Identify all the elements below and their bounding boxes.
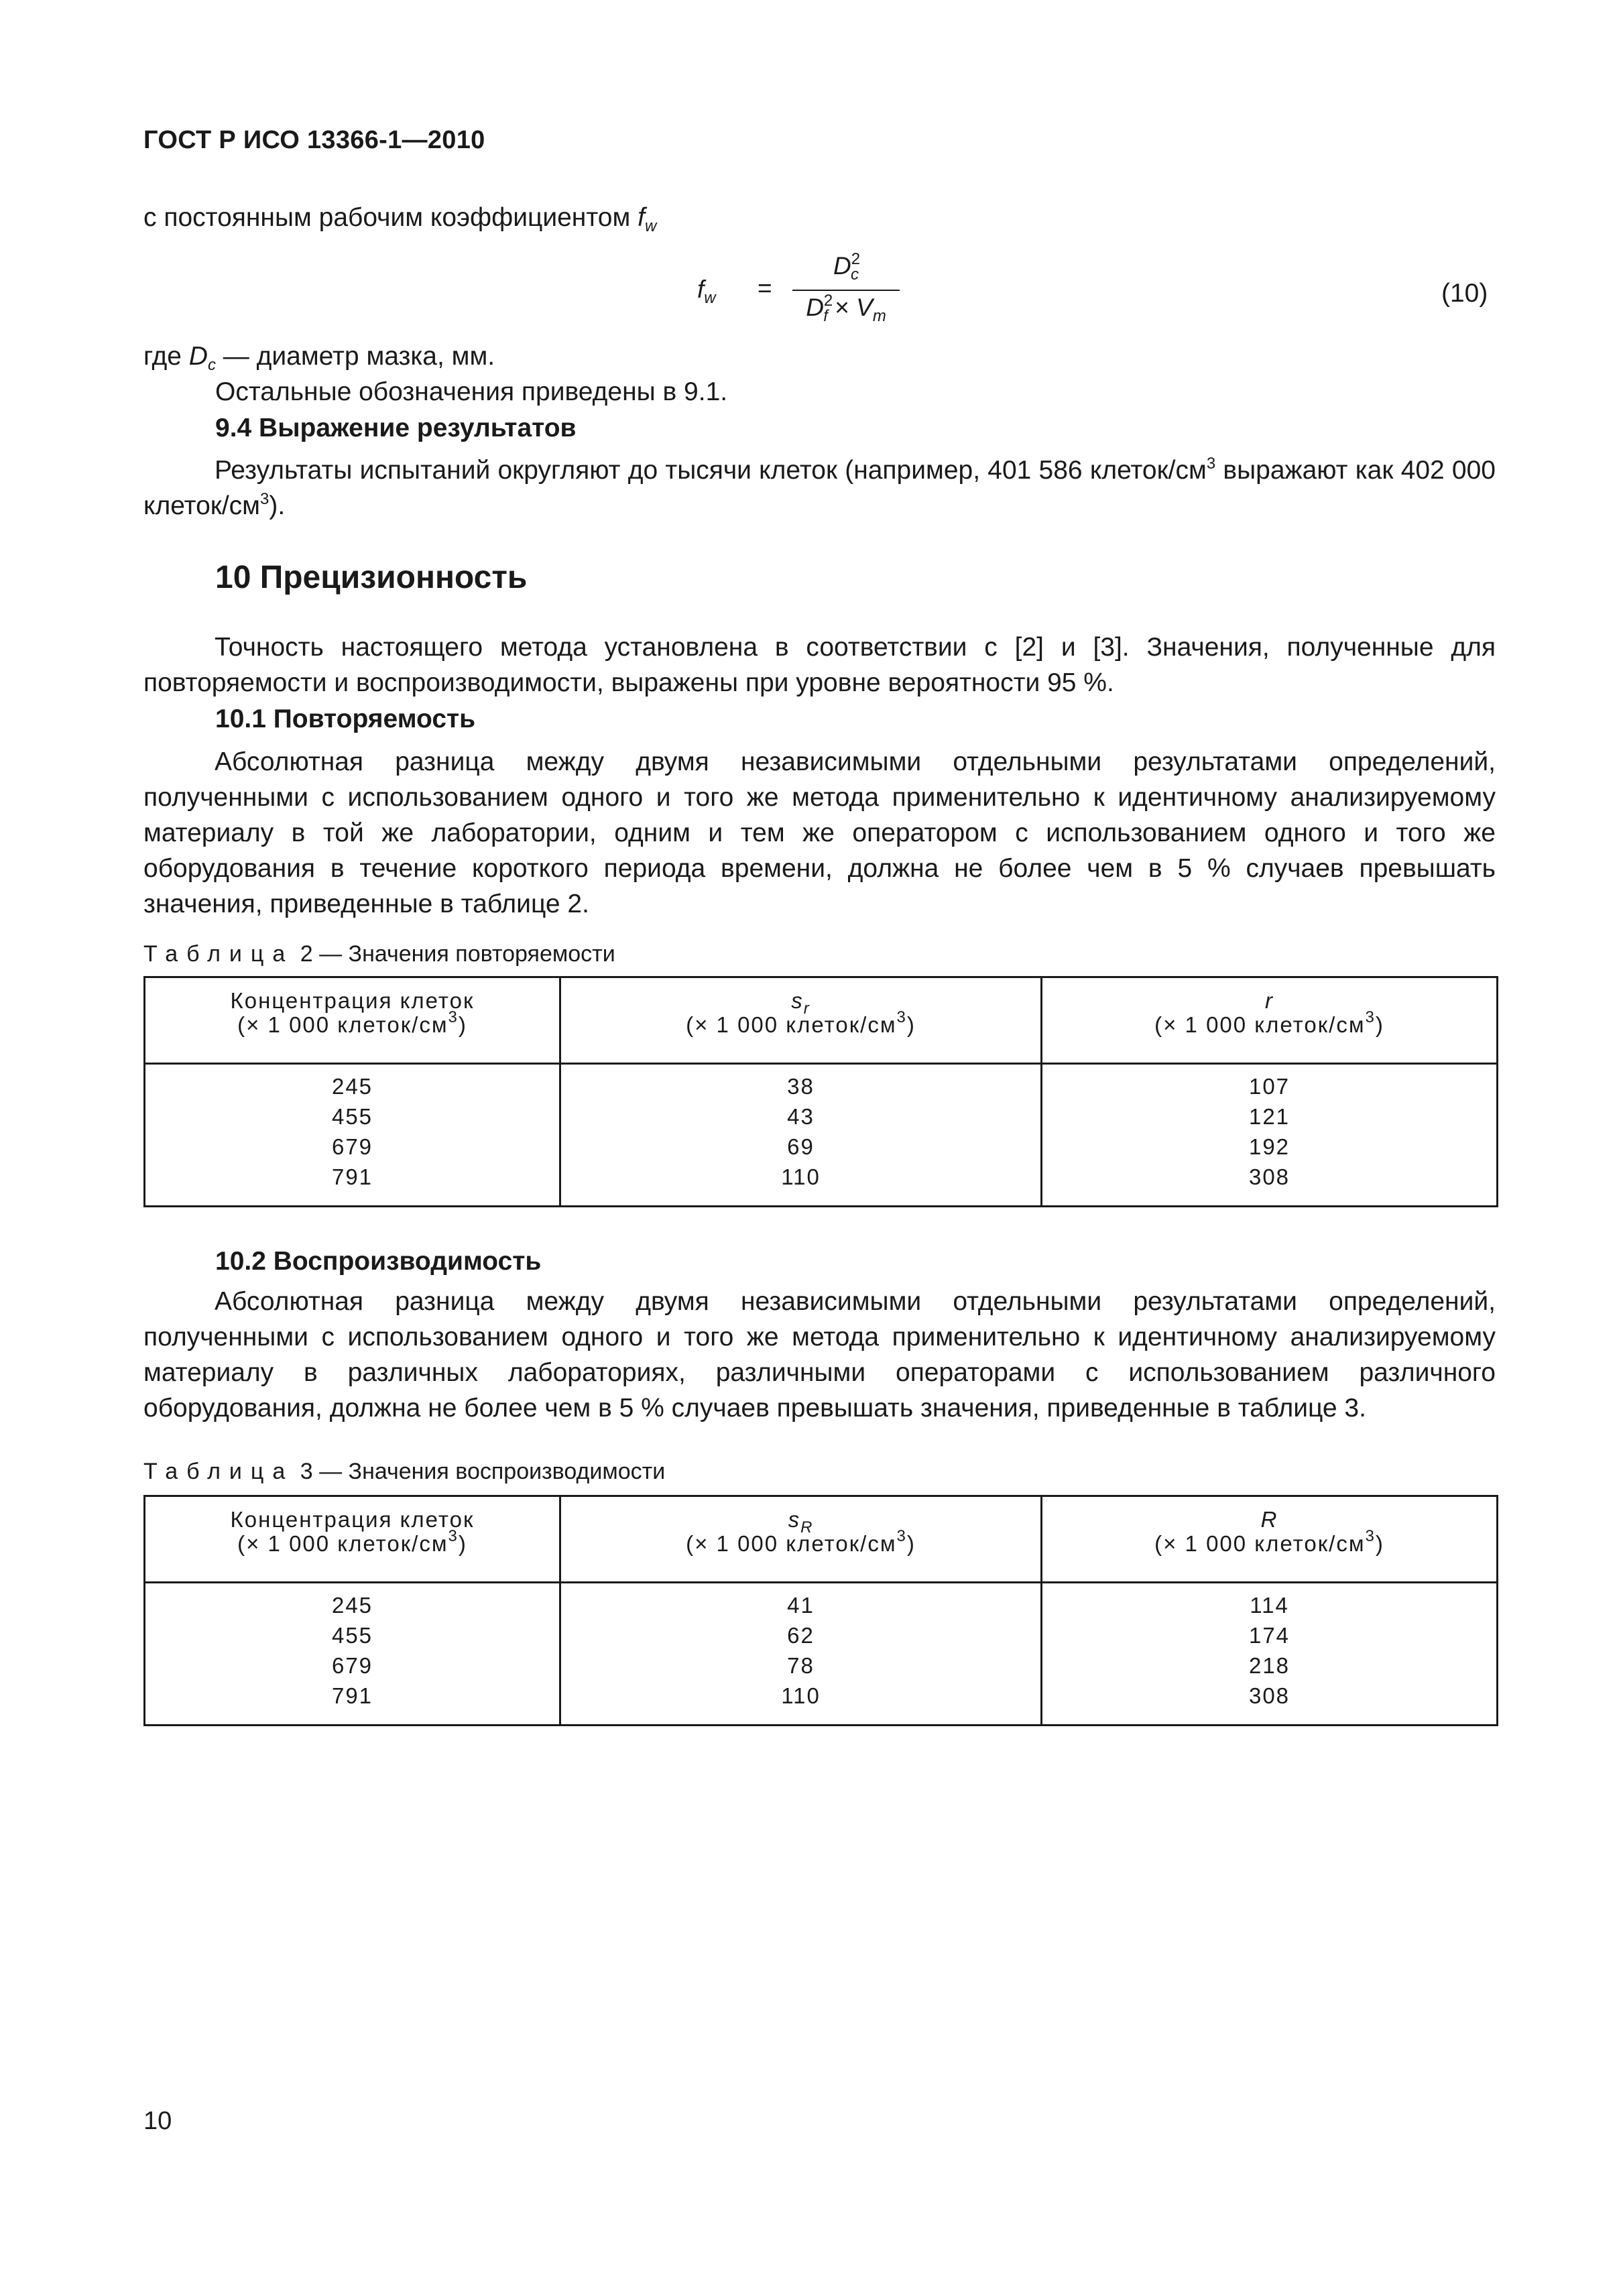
heading-10-1: 10.1 Повторяемость [215, 705, 476, 733]
where-line: где $D_c$ — диаметр мазка, мм. [143, 342, 495, 374]
table-header-row [145, 1496, 1498, 1583]
formula-numerator: $D^2_c$ [833, 250, 861, 284]
table-cell: 121 [1042, 1101, 1498, 1132]
table-row [145, 1583, 1498, 1621]
table-header-cell: Концентрация клеток (× 1 000 клеток/$см^3$) [145, 977, 560, 1064]
table-cell: 62 [560, 1620, 1042, 1650]
table-cell: 110 [560, 1162, 1042, 1207]
page-number: 10 [143, 2107, 172, 2135]
table-header-cell: Концентрация клеток (× 1 000 клеток/$см^3$) [145, 1496, 560, 1583]
table-cell: 455 [145, 1101, 560, 1132]
intro-symbol: f [638, 203, 645, 232]
table-3-caption: Таблица 3 — Значения воспроизводимости [143, 1459, 666, 1484]
heading-10-2: 10.2 Воспроизводимость [215, 1247, 542, 1276]
table-cell: 455 [145, 1620, 560, 1650]
paragraph-10-1: Абсолютная разница между двумя независимыми отдельными результатами определений, полученными с использованием одного и того же метода применительно к идентичному анализируемому материалу в той же лаборатории, одним и тем же оператором с использованием одного и того же оборудования в течение короткого периода времени, должна не более чем в 5 % случаев превышать значения, приведенные в таблице 2. [143, 747, 1496, 918]
table-header-cell: R (× 1 000 клеток/$см^3$) [1042, 1496, 1498, 1583]
paragraph-9-4: Результаты испытаний округляют до тысячи клеток (например, 401 586 клеток/$см^3$ выражают как 402 000 клеток/$см^3$). [143, 455, 1496, 520]
formula-lhs: $f_w$ [697, 276, 716, 307]
heading-9-4: 9.4 Выражение результатов [215, 414, 577, 442]
table-cell: 78 [560, 1650, 1042, 1681]
heading-10: 10 Прецизионность [215, 560, 528, 595]
table-row [145, 1101, 1498, 1132]
paragraph-10: Точность настоящего метода установлена в соответствии с [2] и [3]. Значения, полученные для повторяемости и воспроизводимости, выражены при уровне вероятности 95 %. [143, 633, 1496, 697]
table-cell: 791 [145, 1681, 560, 1726]
formula-10 [697, 252, 912, 326]
table-2 [143, 976, 1498, 1207]
table-cell: 679 [145, 1650, 560, 1681]
paragraph-10-2: Абсолютная разница между двумя независимыми отдельными результатами определений, полученными с использованием одного и того же метода применительно к идентичному анализируемому материалу в различных лабораториях, различными операторами с использованием различного оборудования, должна не более чем в 5 % случаев превышать значения, приведенные в таблице 3. [143, 1287, 1496, 1423]
table-cell: 791 [145, 1162, 560, 1207]
intro-line [143, 200, 656, 235]
table-row [145, 1064, 1498, 1102]
table-header-cell: $s_r$ (× 1 000 клеток/$см^3$) [560, 977, 1042, 1064]
table-header-cell: $s_R$ (× 1 000 клеток/$см^3$) [560, 1496, 1042, 1583]
table-row [145, 1132, 1498, 1162]
table-3 [143, 1495, 1498, 1726]
table-2-caption: Таблица 2 — Значения повторяемости [143, 941, 615, 967]
table-row [145, 1620, 1498, 1650]
table-row [145, 1681, 1498, 1726]
table-cell: 41 [560, 1583, 1042, 1621]
table-cell: 43 [560, 1101, 1042, 1132]
table-header-cell: r (× 1 000 клеток/$см^3$) [1042, 977, 1498, 1064]
table-cell: 679 [145, 1132, 560, 1162]
intro-symbol-sub: w [644, 217, 657, 235]
intro-text: с постоянным рабочим коэффициентом [143, 203, 631, 232]
equation-number: (10) [1441, 279, 1488, 308]
table-cell: 308 [1042, 1681, 1498, 1726]
table-cell: 107 [1042, 1064, 1498, 1102]
formula-denominator: $D^2_f \times V_m$ [806, 292, 886, 325]
formula-equals: = [758, 274, 772, 302]
table-cell: 218 [1042, 1650, 1498, 1681]
table-row [145, 1650, 1498, 1681]
table-cell: 110 [560, 1681, 1042, 1726]
table-cell: 245 [145, 1583, 560, 1621]
table-row [145, 1162, 1498, 1207]
table-cell: 245 [145, 1064, 560, 1102]
table-header-row [145, 977, 1498, 1064]
other-notation-line: Остальные обозначения приведены в 9.1. [215, 377, 728, 406]
table-cell: 114 [1042, 1583, 1498, 1621]
table-cell: 38 [560, 1064, 1042, 1102]
table-cell: 192 [1042, 1132, 1498, 1162]
table-cell: 69 [560, 1132, 1042, 1162]
document-header: ГОСТ Р ИСО 13366-1—2010 [143, 126, 485, 154]
fraction-bar [792, 290, 900, 291]
table-cell: 174 [1042, 1620, 1498, 1650]
table-cell: 308 [1042, 1162, 1498, 1207]
